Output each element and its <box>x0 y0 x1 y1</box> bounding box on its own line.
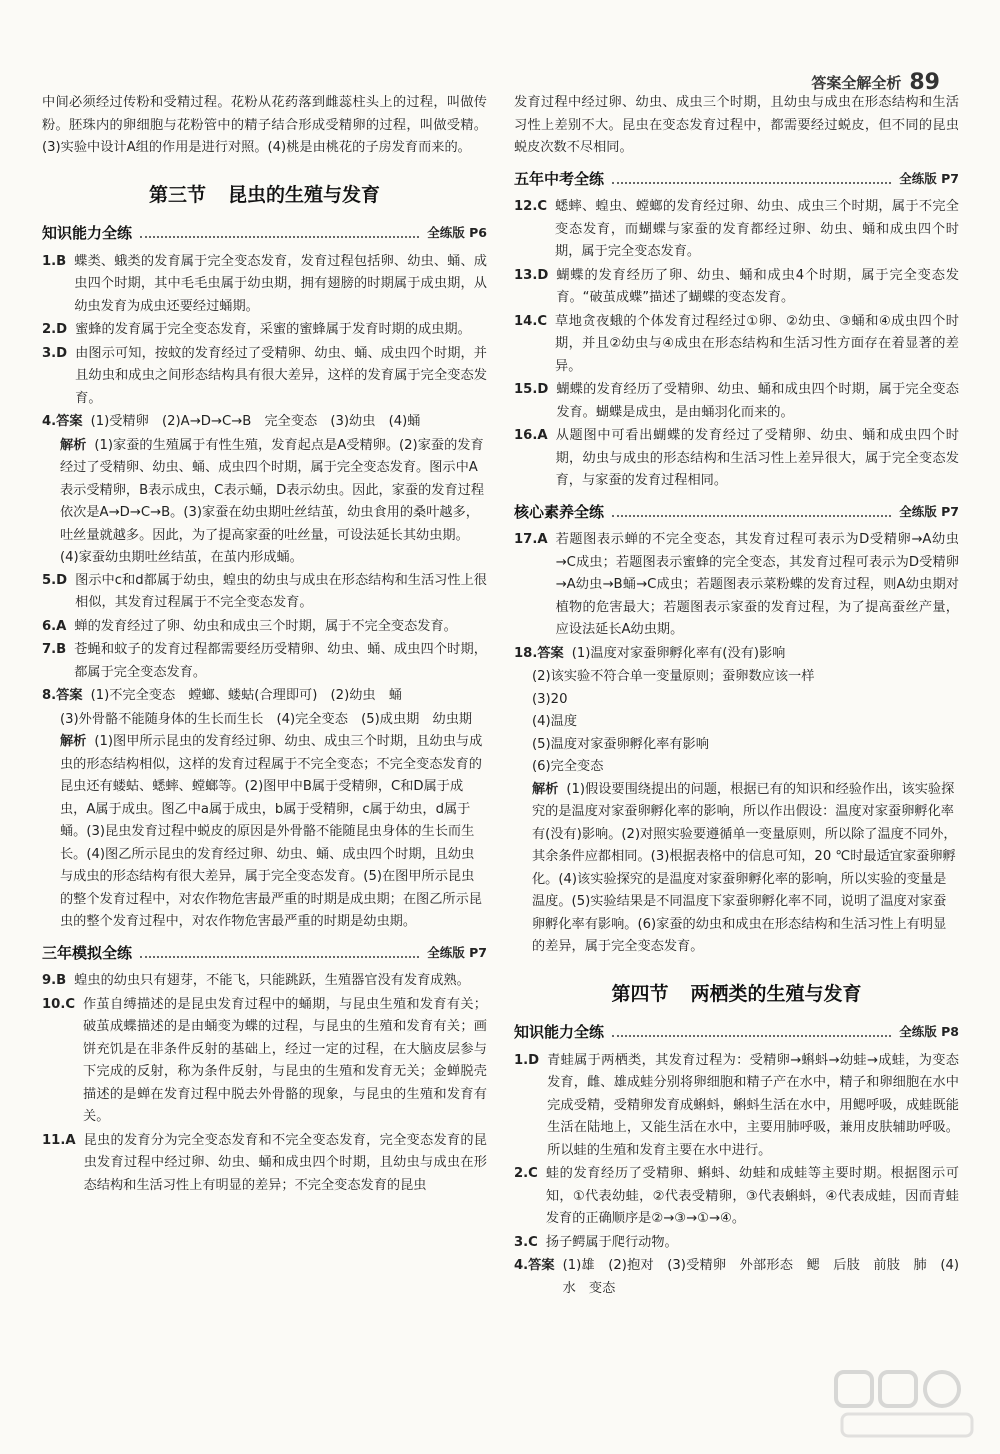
left-column <box>42 92 487 1198</box>
item-number: 17.A <box>514 532 548 547</box>
item-number: 8.答案 <box>42 688 83 703</box>
header-brand: 答案全解全析 <box>811 74 902 92</box>
item-text: 从题图中可看出蝴蝶的发育经过了受精卵、幼虫、蛹和成虫四个时期，幼虫与成虫的形态结构和生活习性上差异很大，属于完全变态发育，与家蚕的发育过程相同。 <box>555 428 959 488</box>
item-text: 图示中c和d都属于幼虫，蝗虫的幼虫与成虫在形态结构和生活习性上很相似，其发育过程属于不完全变态发育。 <box>75 572 487 610</box>
section-title-4 <box>514 983 959 1006</box>
answer-line: (3)20 <box>532 691 568 707</box>
right-column <box>514 92 959 1301</box>
item-number: 15.D <box>514 382 549 397</box>
page-number: 89 <box>909 70 940 95</box>
item-number: 14.C <box>514 313 548 329</box>
item-text: 蝴蝶的发育经历了卵、幼虫、蛹和成虫4个时期，属于完全变态发育。“破茧成蝶”描述了蝴蝶的变态发育。 <box>556 267 959 305</box>
answer-item <box>514 311 959 379</box>
item-number: 10.C <box>42 996 76 1012</box>
bar-title: 三年模拟全练 <box>42 943 133 962</box>
answer-item <box>42 319 487 342</box>
answer-item <box>514 379 959 424</box>
item-text: 蜜蜂的发育属于完全变态发育，采蜜的蜜蜂属于发育时期的成虫期。 <box>75 322 471 337</box>
answer-item <box>514 425 959 493</box>
section-bar <box>42 942 487 965</box>
answer-line: (2)该实验不符合单一变量原则；蚕卵数应该一样 <box>532 669 815 684</box>
item-text: 若题图表示蝉的不完全变态，其发育过程可表示为D受精卵→A幼虫→C成虫；若题图表示蜜蜂的完全变态，其发育过程可表示为D受精卵→A幼虫→B蛹→C成虫；若题图表示菜粉蝶的发育过程，则A幼虫期对植物的危害最大；若题图表示家蚕的发育过程，为了提高蚕丝产量，应设法延长A幼虫期。 <box>555 532 959 637</box>
section-number: 第四节 <box>611 982 669 1005</box>
bar-version: 全练版 P7 <box>427 944 487 960</box>
answer-item <box>42 994 487 1129</box>
explanation <box>60 435 487 570</box>
explanation <box>532 779 959 959</box>
item-text: 由图示可知，按蚊的发育经过了受精卵、幼虫、蛹、成虫四个时期，并且幼虫和成虫之间形态结构具有很大差异，这样的发育属于完全变态发育。 <box>75 345 487 406</box>
item-text: 蝶类、蛾类的发育属于完全变态发育，发育过程包括卵、幼虫、蛹、成虫四个时期，其中毛毛虫属于幼虫期，拥有翅膀的时期属于成虫期，从幼虫发育为成虫还要经过蛹期。 <box>74 253 487 314</box>
item-number: 16.A <box>514 428 548 443</box>
item-number: 2.C <box>514 1166 538 1181</box>
explanation-label: 解析 <box>60 734 87 749</box>
item-text: 蝴蝶的发育经历了受精卵、幼虫、蛹和成虫四个时期，属于完全变态发育。蝴蝶是成虫，是由蛹羽化而来的。 <box>556 382 959 420</box>
section-name: 两栖类的生殖与发育 <box>690 982 862 1005</box>
item-number: 1.B <box>42 253 67 269</box>
bar-title: 核心素养全练 <box>514 502 605 521</box>
bar-version: 全练版 P7 <box>899 170 959 186</box>
answer-item <box>514 643 959 666</box>
item-text: 苍蝇和蚊子的发育过程都需要经历受精卵、幼虫、蛹、成虫四个时期，都属于完全变态发育。 <box>74 642 487 680</box>
item-number: 18.答案 <box>514 645 564 661</box>
explanation-label: 解析 <box>60 437 87 453</box>
item-text: 青蛙属于两栖类，其发育过程为：受精卵→蝌蚪→幼蛙→成蛙，为变态发育，雌、雄成蛙分别将卵细胞和精子产在水中，精子和卵细胞在水中完成受精，受精卵发育成蝌蚪，蝌蚪生活在水中，用鳃呼吸，成蛙既能生活在陆地上，又能生活在水中，主要用肺呼吸，兼用皮肤辅助呼吸。所以蛙的生殖和发育主要在水中进行。 <box>547 1052 959 1158</box>
answer-item <box>514 265 959 310</box>
bar-version: 全练版 P8 <box>899 1024 959 1039</box>
item-text: 扬子鳄属于爬行动物。 <box>545 1234 678 1250</box>
item-text: (1)不完全变态 螳螂、蝼蛄(合理即可) (2)幼虫 蛹 <box>90 688 402 703</box>
explanation-label: 解析 <box>532 781 559 797</box>
bar-dots <box>612 1027 891 1037</box>
answer-item <box>42 616 487 639</box>
answer-line: (5)温度对家蚕卵孵化率有影响 <box>532 736 709 752</box>
answer-continuation: (3)外骨骼不能随身体的生长而生长 (4)完全变态 (5)成虫期 幼虫期 <box>60 711 473 727</box>
right-intro: 发育过程中经过卵、幼虫、成虫三个时期，且幼虫与成虫在形态结构和生活习性上差别不大。昆虫在变态发育过程中，都需要经过蜕皮，但不同的昆虫蜕皮次数不尽相同。 <box>514 95 959 155</box>
item-text: (1)温度对家蚕卵孵化率有(没有)影响 <box>571 645 786 661</box>
section-bar <box>514 168 959 191</box>
item-number: 12.C <box>514 199 548 214</box>
section-bar <box>514 1021 959 1044</box>
bar-dots <box>612 507 891 517</box>
left-intro: 中间必须经过传粉和受精过程。花粉从花药落到雌蕊柱头上的过程，叫做传粉。胚珠内的卵细胞与花粉管中的精子结合形成受精卵的过程，叫做受精。(3)实验中设计A组的作用是进行对照。(4)桃是由桃花的子房发育而来的。 <box>42 95 487 155</box>
section-bar <box>42 222 487 245</box>
bar-dots <box>140 228 419 238</box>
answer-item <box>514 1255 959 1300</box>
bar-title: 知识能力全练 <box>514 1023 605 1041</box>
explanation-text: (1)图甲所示昆虫的发育经过卵、幼虫、成虫三个时期，且幼虫与成虫的形态结构相似，这样的发育过程属于不完全变态；不完全变态发育的昆虫还有蝼蛄、蟋蟀、螳螂等。(2)图甲中B属于受精卵，C和D属于成虫，A属于成虫。图乙中a属于成虫，b属于受精卵，c属于幼虫，d属于蛹。(3)昆虫发育过程中蜕皮的原因是外骨骼不能随昆虫身体的生长而生长。(4)图乙所示昆虫的发育经过卵、幼虫、蛹、成虫四个时期，且幼虫与成虫的形态结构有很大差异，属于完全变态发育。(5)在图甲所示昆虫的整个发育过程中，对农作物危害最严重的时期是成虫期；在图乙所示昆虫的整个发育过程中，对农作物危害最严重的时期是幼虫期。 <box>60 734 483 929</box>
item-number: 11.A <box>42 1132 76 1148</box>
answer-item <box>42 685 487 708</box>
item-text: 蛙的发育经历了受精卵、蝌蚪、幼蛙和成蛙等主要时期。根据图示可知，①代表幼蛙，②代表受精卵，③代表蝌蚪，④代表成蛙，因而青蛙发育的正确顺序是②→③→①→④。 <box>545 1166 959 1226</box>
item-number: 7.B <box>42 642 67 657</box>
bar-title: 五年中考全练 <box>514 169 605 188</box>
explanation-text: (1)家蚕的生殖属于有性生殖，发育起点是A受精卵。(2)家蚕的发育经过了受精卵、幼虫、蛹、成虫四个时期，属于完全变态发育。图示中A表示受精卵，B表示成虫，C表示蛹，D表示幼虫。因此，家蚕的发育过程依次是A→D→C→B。(3)家蚕在幼虫期吐丝结茧，幼虫食用的桑叶越多，吐丝量就越多。因此，为了提高家蚕的吐丝量，可设法延长其幼虫期。(4)家蚕幼虫期吐丝结茧，在茧内形成蛹。 <box>60 437 485 565</box>
item-text: 蟋蟀、蝗虫、螳螂的发育经过卵、幼虫、成虫三个时期，属于不完全变态发育，而蝴蝶与家蚕的发育都经过卵、幼虫、蛹和成虫四个时期，属于完全变态发育。 <box>555 199 959 259</box>
bar-version: 全练版 P7 <box>899 503 959 519</box>
bar-title: 知识能力全练 <box>42 224 133 242</box>
explanation-text: (1)假设要围绕提出的问题，根据已有的知识和经验作出，该实验探究的是温度对家蚕卵孵化率的影响，所以作出假设：温度对家蚕卵孵化率有(没有)影响。(2)对照实验要遵循单一变量原则，所以除了温度不同外，其余条件应都相同。(3)根据表格中的信息可知，20 ℃时最适宜家蚕卵孵化。(4)该实验探究的是温度对家蚕卵孵化率的影响，所以实验的变量是温度。(5)实验结果是不同温度下家蚕卵孵化率不同，说明了温度对家蚕卵孵化率有影响。(6)家蚕的幼虫和成虫在形态结构和生活习性上有明显的差异，属于完全变态发育。 <box>532 781 957 954</box>
item-number: 4.答案 <box>42 414 83 429</box>
answer-item <box>42 251 487 319</box>
item-text: (1)受精卵 (2)A→D→C→B 完全变态 (3)幼虫 (4)蛹 <box>90 414 421 429</box>
item-text: 蝗虫的幼虫只有翅芽，不能飞，只能跳跃，生殖器官没有发育成熟。 <box>74 973 470 988</box>
answer-item <box>42 639 487 684</box>
section-number: 第三节 <box>148 183 206 206</box>
answer-line: (6)完全变态 <box>532 759 604 774</box>
item-text: 昆虫的发育分为完全变态发育和不完全变态发育，完全变态发育的昆虫发育过程中经过卵、幼虫、蛹和成虫四个时期，且幼虫与成虫在形态结构和生活习性上有明显的差异；不完全变态发育的昆虫 <box>83 1132 487 1193</box>
watermark-graphic <box>832 1364 982 1444</box>
answer-item <box>42 343 487 411</box>
answer-line: (4)温度 <box>532 714 578 729</box>
item-number: 6.A <box>42 618 67 634</box>
answer-item <box>42 970 487 993</box>
section-title-3 <box>42 184 487 207</box>
item-text: 草地贪夜蛾的个体发育过程经过①卵、②幼虫、③蛹和④成虫四个时期，并且②幼虫与④成虫在形态结构和生活习性方面存在着显著的差异。 <box>555 313 959 374</box>
section-bar <box>514 501 959 524</box>
answer-item <box>514 1163 959 1231</box>
answer-item <box>514 196 959 264</box>
answer-item <box>42 1130 487 1198</box>
item-text: 蝉的发育经过了卵、幼虫和成虫三个时期，属于不完全变态发育。 <box>74 618 457 634</box>
item-number: 1.D <box>514 1052 540 1068</box>
item-number: 3.D <box>42 345 68 361</box>
item-number: 3.C <box>514 1234 538 1250</box>
item-number: 13.D <box>514 267 549 283</box>
answer-item <box>42 570 487 615</box>
item-text: (1)雄 (2)抱对 (3)受精卵 外部形态 鳃 后肢 前肢 肺 (4)水 变态 <box>562 1258 959 1296</box>
bar-version: 全练版 P6 <box>427 225 487 240</box>
item-number: 5.D <box>42 572 68 588</box>
item-text: 作茧自缚描述的是昆虫发育过程中的蛹期，与昆虫生殖和发育有关；破茧成蝶描述的是由蛹变为蝶的过程，与昆虫的生殖和发育有关；画饼充饥是在非条件反射的基础上，经过一定的过程，在大脑皮层参与下完成的反射，称为条件反射，与昆虫的生殖和发育无关；金蝉脱壳描述的是蝉在发育过程中脱去外骨骼的现象，与昆虫的生殖和发育有关。 <box>83 996 487 1124</box>
answer-item <box>514 1050 959 1163</box>
explanation <box>60 731 487 934</box>
bar-dots <box>140 948 419 958</box>
answer-item <box>42 411 487 434</box>
item-number: 2.D <box>42 322 68 337</box>
item-number: 4.答案 <box>514 1258 555 1273</box>
answer-item <box>514 529 959 642</box>
answer-item <box>514 1232 959 1255</box>
bar-dots <box>612 174 891 184</box>
item-number: 9.B <box>42 973 67 988</box>
section-name: 昆虫的生殖与发育 <box>228 183 381 206</box>
